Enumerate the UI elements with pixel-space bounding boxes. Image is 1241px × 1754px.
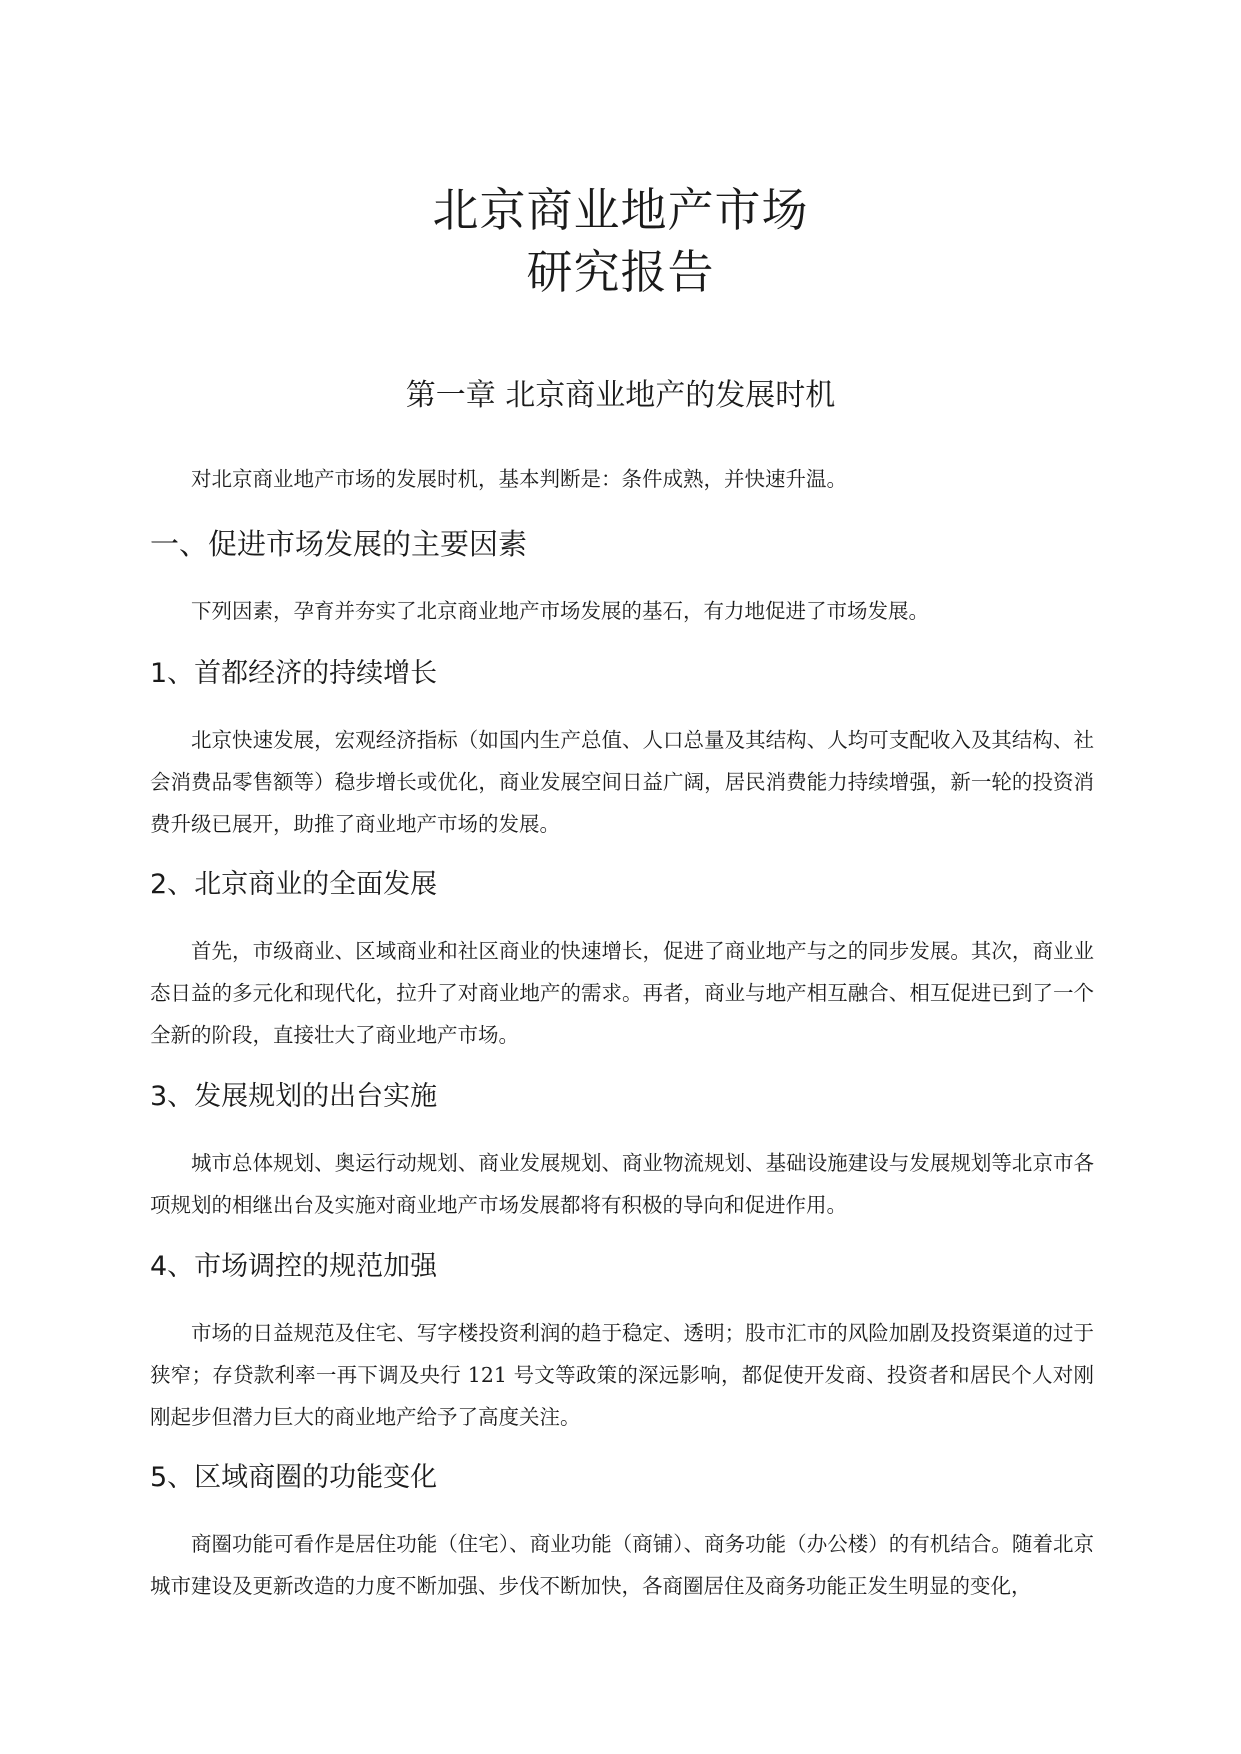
subsection-heading: 3、发展规划的出台实施 [150,1081,438,1112]
subsection-paragraph: 城市总体规划、奥运行动规划、商业发展规划、商业物流规划、基础设施建设与发展规划等北京市各项规划的相继出台及实施对商业地产市场发展都将有积极的导向和促进作用。 [150,1151,1094,1217]
subsection-paragraph: 首先，市级商业、区域商业和社区商业的快速增长，促进了商业地产与之的同步发展。其次，商业业态日益的多元化和现代化，拉升了对商业地产的需求。再者，商业与地产相互融合、相互促进已到了一个全新的阶段，直接壮大了商业地产市场。 [150,939,1094,1047]
chapter-intro-paragraph: 对北京商业地产市场的发展时机，基本判断是：条件成熟，并快速升温。 [191,467,847,491]
section-intro-paragraph: 下列因素，孕育并夯实了北京商业地产市场发展的基石，有力地促进了市场发展。 [191,599,929,623]
chapter-title: 第一章 北京商业地产的发展时机 [405,378,836,413]
subsection-paragraph: 商圈功能可看作是居住功能（住宅）、商业功能（商铺）、商务功能（办公楼）的有机结合。随着北京城市建设及更新改造的力度不断加强、步伐不断加快，各商圈居住及商务功能正发生明显的变化， [150,1532,1094,1598]
subsection-heading: 1、首都经济的持续增长 [150,658,438,689]
document-title-line-2: 研究报告 [526,245,715,299]
subsection-paragraph: 北京快速发展，宏观经济指标（如国内生产总值、人口总量及其结构、人均可支配收入及其结构、社会消费品零售额等）稳步增长或优化，商业发展空间日益广阔，居民消费能力持续增强，新一轮的投资消费升级已展开，助推了商业地产市场的发展。 [150,728,1094,836]
subsection-heading: 5、区域商圈的功能变化 [150,1462,438,1493]
subsection-heading: 2、北京商业的全面发展 [150,869,438,900]
section-heading: 一、促进市场发展的主要因素 [150,527,528,561]
subsection-paragraph: 市场的日益规范及住宅、写字楼投资利润的趋于稳定、透明；股市汇市的风险加剧及投资渠道的过于狭窄；存贷款利率一再下调及央行 121 号文等政策的深远影响，都促使开发商、投资者和居民个人对刚刚起步但潜力巨大的商业地产给予了高度关注。 [150,1321,1094,1429]
document-title-line-1: 北京商业地产市场 [432,183,809,237]
subsection-heading: 4、市场调控的规范加强 [150,1251,438,1282]
